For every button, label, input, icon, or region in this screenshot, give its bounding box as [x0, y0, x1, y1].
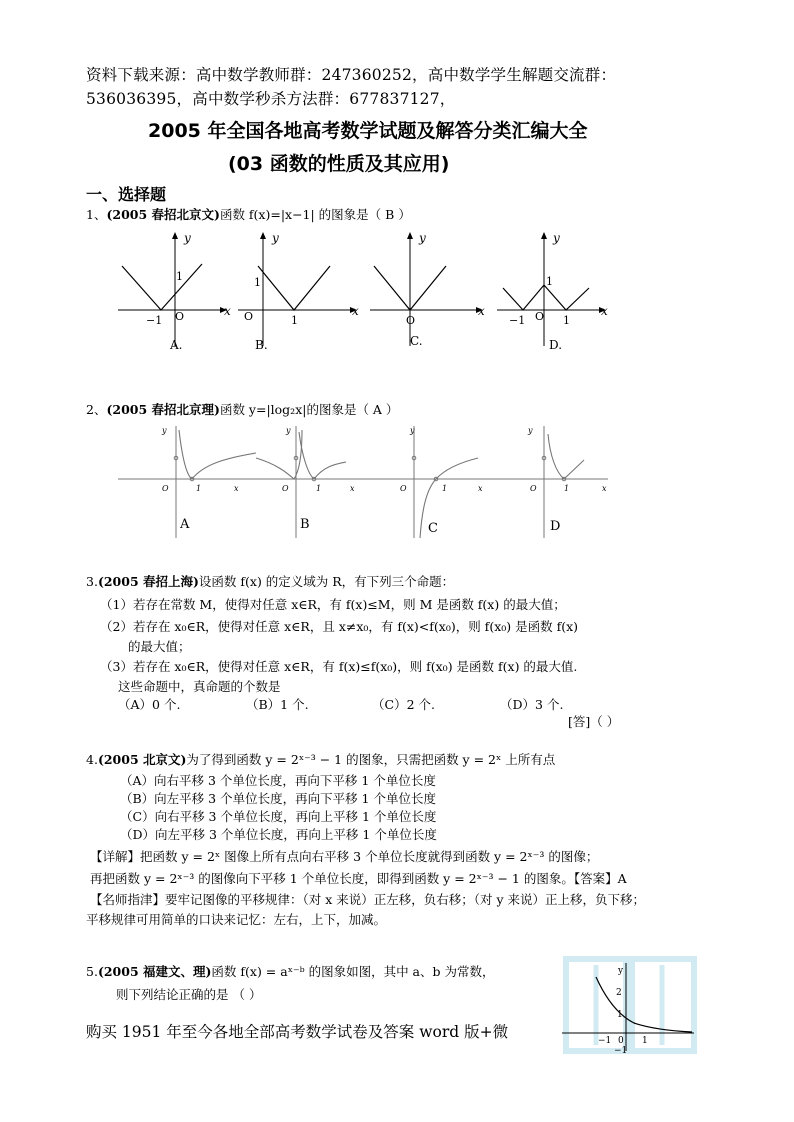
question-text: 为了得到函数 y = 2ˣ⁻³ − 1 的图象，只需把函数 y = 2ˣ 上所有点 — [186, 752, 556, 767]
q1-graphs — [108, 228, 628, 353]
y-label: y — [618, 966, 624, 976]
q2-graph-a — [161, 426, 256, 538]
x-label: x — [602, 484, 607, 493]
question-source: (2005 春招北京文) — [106, 207, 220, 222]
question-source: (2005 春招北京理) — [106, 402, 220, 417]
question-5-text-2: 则下列结论正确的是 （ ） — [116, 987, 262, 1002]
option-d: D — [550, 519, 561, 534]
question-text: 函数 f(x) = aˣ⁻ᵇ 的图象如图，其中 a、b 为常数， — [211, 964, 495, 979]
q1-graph-c — [370, 231, 485, 348]
footer-ad: 购买 1951 年至今各地全部高考数学试卷及答案 word 版+微 — [86, 1023, 509, 1041]
question-number: 1、 — [86, 207, 107, 222]
tick-neg1: −1 — [509, 314, 526, 327]
question-4 — [86, 750, 555, 768]
question-source: (2005 春招上海) — [97, 574, 199, 589]
origin: O — [535, 310, 545, 323]
tick-neg1-y: −1 — [614, 1046, 628, 1055]
x-label: x — [352, 304, 359, 318]
x-label: x — [478, 304, 485, 318]
choice-b: （B）向左平移 3 个单位长度，再向下平移 1 个单位长度 — [120, 791, 436, 806]
question-number: 4. — [86, 752, 98, 767]
q1-graph-a — [118, 231, 231, 352]
origin: O — [406, 314, 416, 327]
y-label: y — [272, 231, 279, 245]
option-a: A — [180, 517, 190, 532]
option-b: B. — [255, 338, 268, 352]
tick-1: 1 — [316, 484, 322, 493]
tip-line-1: 【名师指津】要牢记图像的平移规律：（对 x 来说）正左移，负右移；（对 y 来说）正上移，负下移； — [90, 892, 646, 907]
proposition-2a: （2）若存在 x₀∈R，使得对任意 x∈R，且 x≠x₀，有 f(x)<f(x₀)，则 f(x₀) 是函数 f(x) — [100, 619, 579, 634]
origin: O — [162, 484, 169, 493]
question-text: 函数 f(x)=|x−1| 的图象是（ B ） — [219, 207, 411, 222]
q1-graph-d — [497, 231, 608, 352]
tick-neg1: −1 — [598, 1036, 612, 1046]
watermark-logo — [566, 959, 694, 1051]
section-heading: 一、选择题 — [86, 185, 167, 204]
question-source: (2005 北京文) — [97, 752, 187, 767]
page-title: 2005 年全国各地高考数学试题及解答分类汇编大全 — [148, 120, 588, 142]
option-d: D. — [549, 338, 563, 352]
tip-line-2: 平移规律可用简单的口诀来记忆：左右，上下，加减。 — [86, 912, 387, 927]
answer-blank: [答]（ ） — [568, 714, 620, 729]
question-source: (2005 福建文、理) — [97, 964, 212, 979]
q1-graph-b — [238, 231, 359, 352]
choice-c: （C）向右平移 3 个单位长度，再向上平移 1 个单位长度 — [120, 809, 437, 824]
proposition-1: （1）若存在常数 M，使得对任意 x∈R，有 f(x)≤M，则 M 是函数 f(x) 的最大值； — [100, 597, 566, 612]
x-label: x — [234, 484, 239, 493]
origin: O — [530, 484, 537, 493]
x-label: x — [224, 304, 231, 318]
header-line-1: 资料下载来源：高中数学教师群：247360252，高中数学学生解题交流群： — [86, 66, 617, 84]
question-number: 5. — [86, 964, 98, 979]
tick-1: 1 — [176, 270, 183, 283]
question-3 — [86, 572, 454, 590]
choice-a: （A）0 个. — [118, 697, 181, 712]
tick-1-x: 1 — [563, 314, 570, 327]
choice-d: （D）3 个. — [500, 697, 564, 712]
question-2 — [86, 400, 398, 418]
origin: O — [400, 484, 407, 493]
question-5 — [86, 962, 494, 980]
q2-graph-d — [527, 426, 607, 538]
choice-d: （D）向左平移 3 个单位长度，再向上平移 1 个单位长度 — [120, 827, 437, 842]
q2-graphs — [116, 420, 616, 545]
q2-graph-b — [256, 426, 355, 538]
tick-1: 1 — [617, 1010, 623, 1020]
choice-c: （C）2 个. — [372, 697, 435, 712]
q5-graph — [562, 955, 702, 1055]
origin: O — [244, 310, 254, 323]
question-1 — [86, 205, 411, 223]
detail-line-2: 再把函数 y = 2ˣ⁻³ 的图像向下平移 1 个单位长度，即得到函数 y = 2ˣ⁻³ − 1 的图象。【答案】A — [90, 871, 627, 886]
tick-1-x: 1 — [291, 314, 298, 327]
proposition-3: （3）若存在 x₀∈R，使得对任意 x∈R，有 f(x)≤f(x₀)，则 f(x₀) 是函数 f(x) 的最大值. — [100, 659, 578, 674]
question-number: 3. — [86, 574, 98, 589]
origin: 0 — [618, 1036, 624, 1046]
choice-a: （A）向右平移 3 个单位长度，再向下平移 1 个单位长度 — [120, 773, 436, 788]
detail-line-1: 【详解】把函数 y = 2ˣ 图像上所有点向右平移 3 个单位长度就得到函数 y = 2ˣ⁻³ 的图像； — [90, 849, 599, 864]
tick-1: 1 — [254, 276, 261, 289]
origin: O — [175, 310, 185, 323]
y-label: y — [162, 426, 167, 435]
tick-1: 1 — [442, 484, 448, 493]
tick-1: 1 — [196, 484, 202, 493]
option-b: B — [300, 517, 310, 532]
page-subtitle: (03 函数的性质及其应用) — [228, 153, 450, 175]
x-label: x — [601, 304, 608, 318]
origin: O — [282, 484, 289, 493]
option-c: C. — [410, 334, 423, 348]
tick-neg1: −1 — [146, 314, 163, 327]
y-label: y — [286, 426, 291, 435]
q2-graph-c — [400, 426, 483, 538]
question-ask: 这些命题中，真命题的个数是 — [118, 679, 281, 694]
proposition-2b: 的最大值； — [128, 639, 191, 654]
header-line-2: 536036395，高中数学秒杀方法群：677837127， — [86, 90, 456, 108]
y-label: y — [410, 426, 415, 435]
question-text: 设函数 f(x) 的定义域为 R，有下列三个命题： — [198, 574, 455, 589]
question-text: 函数 y=|log₂x|的图象是（ A ） — [219, 402, 399, 417]
tick-1-x: 1 — [642, 1036, 648, 1046]
question-number: 2、 — [86, 402, 107, 417]
option-c: C — [428, 521, 438, 536]
option-a: A. — [170, 338, 183, 352]
y-label: y — [419, 231, 426, 245]
tick-2: 2 — [616, 988, 622, 998]
tick-1: 1 — [546, 275, 553, 288]
x-label: x — [350, 484, 355, 493]
x-label: x — [478, 484, 483, 493]
choice-b: （B）1 个. — [246, 697, 309, 712]
tick-1: 1 — [564, 484, 570, 493]
y-label: y — [528, 426, 533, 435]
y-label: y — [184, 231, 191, 245]
y-label: y — [553, 231, 560, 245]
